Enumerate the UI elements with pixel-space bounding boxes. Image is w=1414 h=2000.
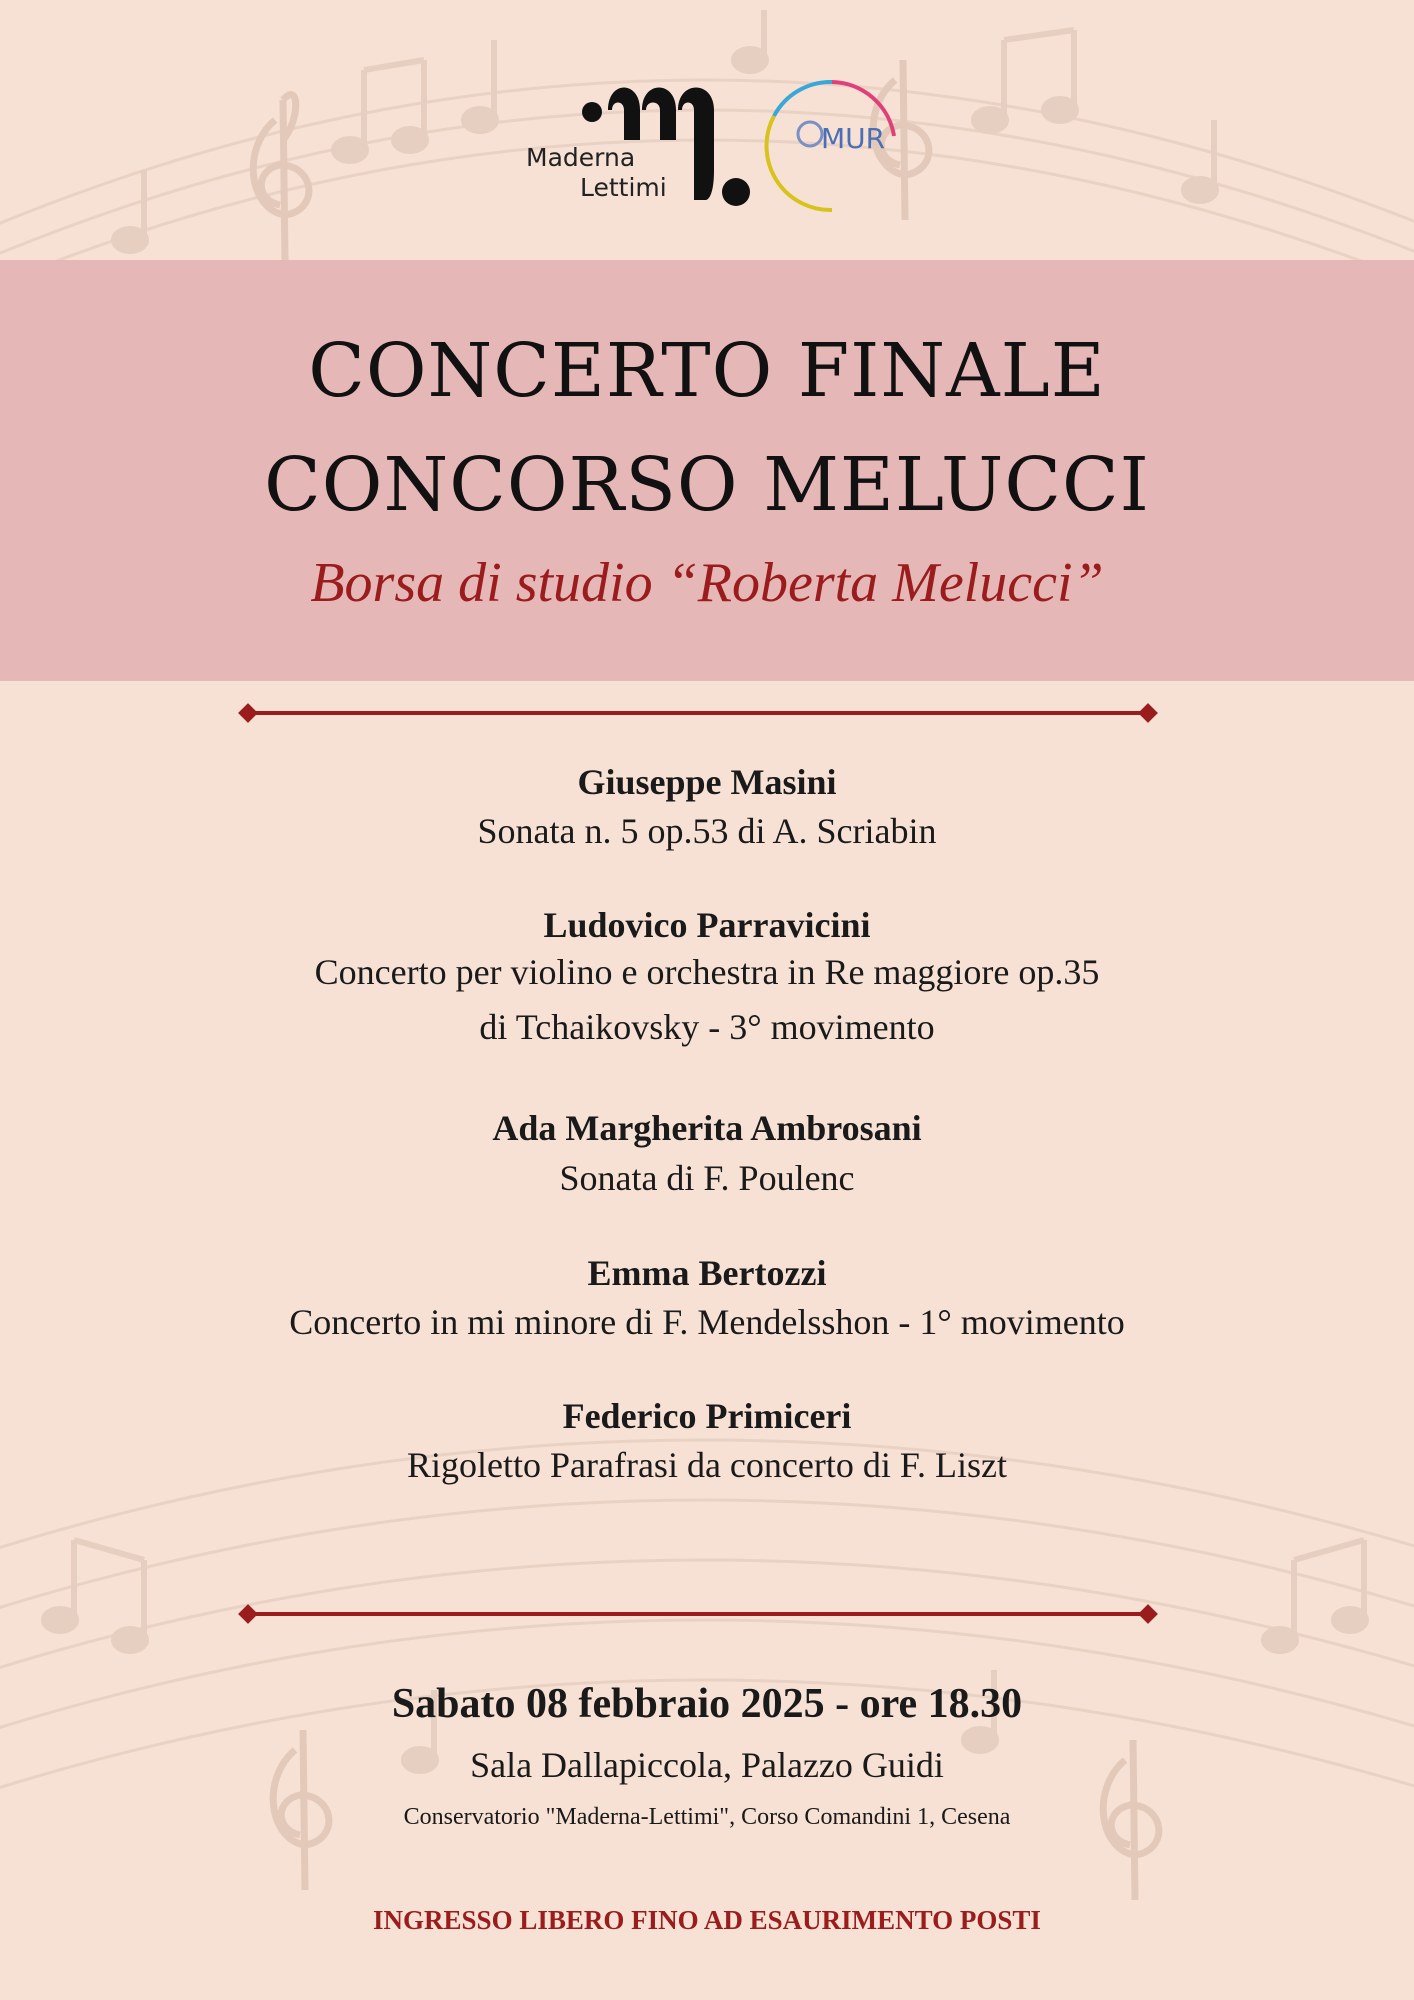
work-title: Rigoletto Parafrasi da concerto di F. Liszt bbox=[407, 1445, 1007, 1485]
conservatory-name-line2: Lettimi bbox=[580, 173, 667, 202]
page-title-line1: CONCERTO FINALE bbox=[308, 328, 1106, 414]
mur-logo-text: MUR bbox=[821, 122, 886, 155]
list-item bbox=[0, 1392, 1414, 1490]
work-title: Sonata n. 5 op.53 di A. Scriabin bbox=[477, 811, 937, 851]
work-title: di Tchaikovsky - 3° movimento bbox=[479, 1007, 935, 1047]
performer-name: Ada Margherita Ambrosani bbox=[492, 1108, 922, 1148]
conservatory-name-line1: Maderna bbox=[526, 143, 636, 172]
list-item bbox=[0, 901, 1414, 1059]
work-title: Concerto per violino e orchestra in Re maggiore op.35 bbox=[314, 952, 1100, 992]
list-item bbox=[0, 1104, 1414, 1204]
program-list bbox=[0, 758, 1414, 1490]
work-title: Concerto in mi minore di F. Mendelsshon - 1° movimento bbox=[289, 1302, 1125, 1342]
list-item bbox=[0, 1249, 1414, 1347]
page-subtitle: Borsa di studio “Roberta Melucci” bbox=[310, 552, 1104, 614]
event-venue: Sala Dallapiccola, Palazzo Guidi bbox=[470, 1745, 944, 1785]
performer-name: Federico Primiceri bbox=[562, 1396, 852, 1436]
event-address: Conservatorio "Maderna-Lettimi", Corso Comandini 1, Cesena bbox=[403, 1804, 1011, 1830]
event-date-time: Sabato 08 febbraio 2025 - ore 18.30 bbox=[391, 1681, 1023, 1727]
list-item bbox=[0, 758, 1414, 856]
performer-name: Giuseppe Masini bbox=[577, 762, 837, 802]
work-title: Sonata di F. Poulenc bbox=[559, 1158, 855, 1198]
page-title-line2: CONCORSO MELUCCI bbox=[264, 442, 1150, 528]
performer-name: Ludovico Parravicini bbox=[543, 905, 871, 945]
logo-bar bbox=[0, 70, 1414, 220]
diamond-divider-icon bbox=[238, 1604, 1158, 1624]
entry-notice: INGRESSO LIBERO FINO AD ESAURIMENTO POSTI bbox=[373, 1905, 1041, 1935]
performer-name: Emma Bertozzi bbox=[587, 1253, 827, 1293]
diamond-divider-icon bbox=[238, 703, 1158, 723]
